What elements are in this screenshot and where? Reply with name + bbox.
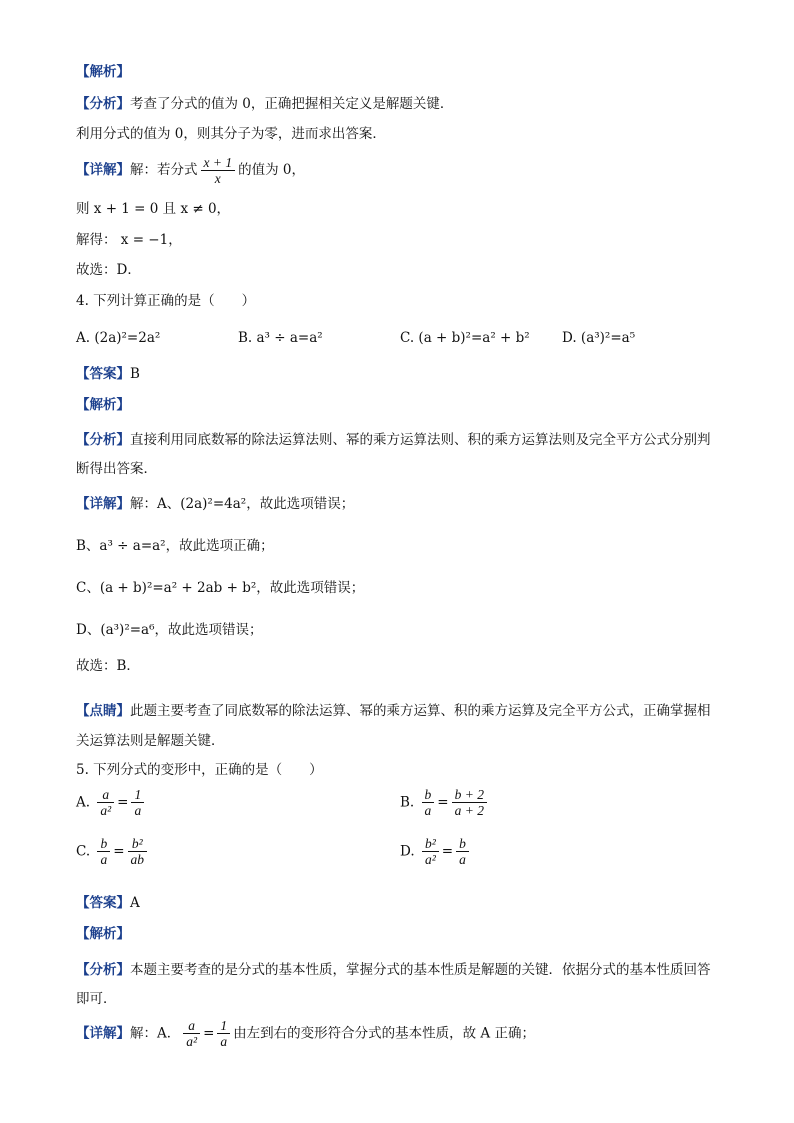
q4-daan-value: B (130, 366, 140, 382)
q5-c-lhs (97, 836, 110, 867)
q5-c-rhs-num: b² (128, 836, 148, 852)
q5-xiangjie-lhs-den: a² (186, 1034, 198, 1049)
xiangjie-tag: 【详解】 (76, 162, 130, 178)
q5-b-rhs-den: a + 2 (454, 803, 484, 818)
q4-xiangjie (76, 494, 354, 514)
q5-a-eq: = (117, 794, 129, 811)
fenxi-tag: 【分析】 (76, 96, 130, 112)
q5-d-rhs (456, 836, 469, 867)
q5-c-eq: = (113, 843, 125, 860)
q4-jiexi-heading: 【解析】 (76, 397, 130, 413)
q5-daan-value: A (130, 895, 140, 911)
q5-d-label: D. (400, 843, 415, 860)
q5-a-rhs (131, 787, 144, 818)
q5-xiangjie (76, 1018, 535, 1049)
q5-b-eq: = (437, 794, 449, 811)
q5-stem: 5. 下列分式的变形中，正确的是（ ） (76, 762, 323, 778)
q5-b-rhs-num: b + 2 (452, 787, 487, 803)
q5-option-d (400, 836, 472, 867)
q3-jiexi-heading: 【解析】 (76, 64, 130, 80)
q5-c-rhs (128, 836, 148, 867)
q4-option-a: A. (2a)²=2a² (76, 330, 161, 346)
q5-d-rhs-num: b (456, 836, 469, 852)
q3-xiangjie (76, 155, 305, 186)
q5-c-rhs-den: ab (130, 852, 144, 867)
q5-xiangjie-rhs-num: 1 (217, 1018, 230, 1034)
q5-a-lhs-den: a² (100, 803, 112, 818)
q4-option-d: D. (a³)²=a⁵ (562, 330, 636, 346)
q3-xiangjie-text: 解：若分式 (130, 162, 198, 178)
q3-ze-line: 则 x + 1 = 0 且 x ≠ 0， (76, 201, 231, 217)
q5-xiangjie-lhs (183, 1018, 200, 1049)
q5-d-lhs (422, 836, 439, 867)
q5-c-label: C. (76, 843, 91, 860)
q5-b-label: B. (400, 794, 415, 811)
q5-fenxi (76, 956, 716, 1014)
xiangjie-tag: 【详解】 (76, 1025, 130, 1042)
q5-option-c (76, 836, 150, 867)
q5-c-lhs-den: a (100, 852, 108, 867)
q4-option-b: B. a³ ÷ a=a² (238, 330, 323, 346)
q5-option-b (400, 787, 490, 818)
q5-fenxi-text: 本题主要考查的是分式的基本性质，掌握分式的基本性质是解题的关键．依据分式的基本性质回答即可． (76, 962, 711, 1007)
q5-jiexi-heading: 【解析】 (76, 926, 130, 942)
q5-b-lhs-num: b (422, 787, 435, 803)
dianjing-tag: 【点睛】 (76, 703, 130, 719)
q3-guxuan: 故选：D． (76, 262, 141, 278)
q3-fenxi-line2: 利用分式的值为 0，则其分子为零，进而求出答案． (76, 126, 386, 142)
q5-xiangjie-tail: 由左到右的变形符合分式的基本性质，故 A 正确； (233, 1025, 535, 1042)
q4-dianjing-text: 此题主要考查了同底数幂的除法运算、幂的乘方运算、积的乘方运算及完全平方公式，正确掌握相关运算法则是解题关键． (76, 703, 711, 749)
q4-fenxi (76, 426, 716, 484)
fenxi-tag: 【分析】 (76, 962, 130, 978)
q5-option-a (76, 787, 147, 818)
q5-xiangjie-text: 解：A． (130, 1025, 181, 1042)
q4-d-line: D、(a³)²=a⁶，故此选项错误； (76, 622, 263, 638)
q3-fenxi (76, 94, 453, 114)
daan-tag: 【答案】 (76, 895, 130, 911)
q5-d-eq: = (441, 843, 454, 860)
q4-c-line: C、(a + b)²=a² + 2ab + b²，故此选项错误； (76, 580, 365, 596)
q5-d-lhs-den: a² (424, 852, 436, 867)
q4-guxuan: 故选：B． (76, 658, 140, 674)
q4-fenxi-text: 直接利用同底数幂的除法运算法则、幂的乘方运算法则、积的乘方运算法则及完全平方公式分别判断得出答案． (76, 432, 711, 477)
q5-daan (76, 893, 140, 913)
fenxi-tag: 【分析】 (76, 432, 130, 448)
q5-xiangjie-rhs (217, 1018, 230, 1049)
q5-d-rhs-den: a (459, 852, 466, 867)
q3-fraction-num: x + 1 (201, 155, 236, 171)
q4-daan (76, 364, 140, 384)
q3-fenxi-text: 考查了分式的值为 0，正确把握相关定义是解题关键． (130, 96, 454, 112)
q3-xiangjie-tail: 的值为 0， (238, 162, 305, 178)
q5-a-rhs-num: 1 (131, 787, 144, 803)
q5-b-lhs-den: a (424, 803, 432, 818)
q3-fraction-den: x (214, 171, 221, 186)
q5-a-rhs-den: a (134, 803, 142, 818)
q5-c-lhs-num: b (97, 836, 110, 852)
q4-b-line: B、a³ ÷ a=a²，故此选项正确； (76, 538, 274, 554)
q5-a-lhs-num: a (97, 787, 114, 803)
daan-tag: 【答案】 (76, 366, 130, 382)
q5-a-lhs (97, 787, 114, 818)
q5-a-label: A. (76, 794, 91, 811)
q4-option-c: C. (a + b)²=a² + b² (400, 330, 530, 346)
q4-dianjing (76, 696, 716, 756)
q3-fraction (201, 155, 236, 186)
q3-jiede-line: 解得： x = −1， (76, 232, 182, 248)
q5-xiangjie-rhs-den: a (220, 1034, 228, 1049)
q4-stem: 4. 下列计算正确的是（ ） (76, 293, 256, 309)
q5-b-rhs (452, 787, 487, 818)
q4-xiangjie-text: 解：A、(2a)²=4a²，故此选项错误； (130, 496, 355, 512)
q5-xiangjie-lhs-num: a (183, 1018, 200, 1034)
xiangjie-tag: 【详解】 (76, 496, 130, 512)
q5-d-lhs-num: b² (422, 836, 439, 852)
q5-xiangjie-eq: = (203, 1025, 215, 1042)
q5-b-lhs (422, 787, 435, 818)
